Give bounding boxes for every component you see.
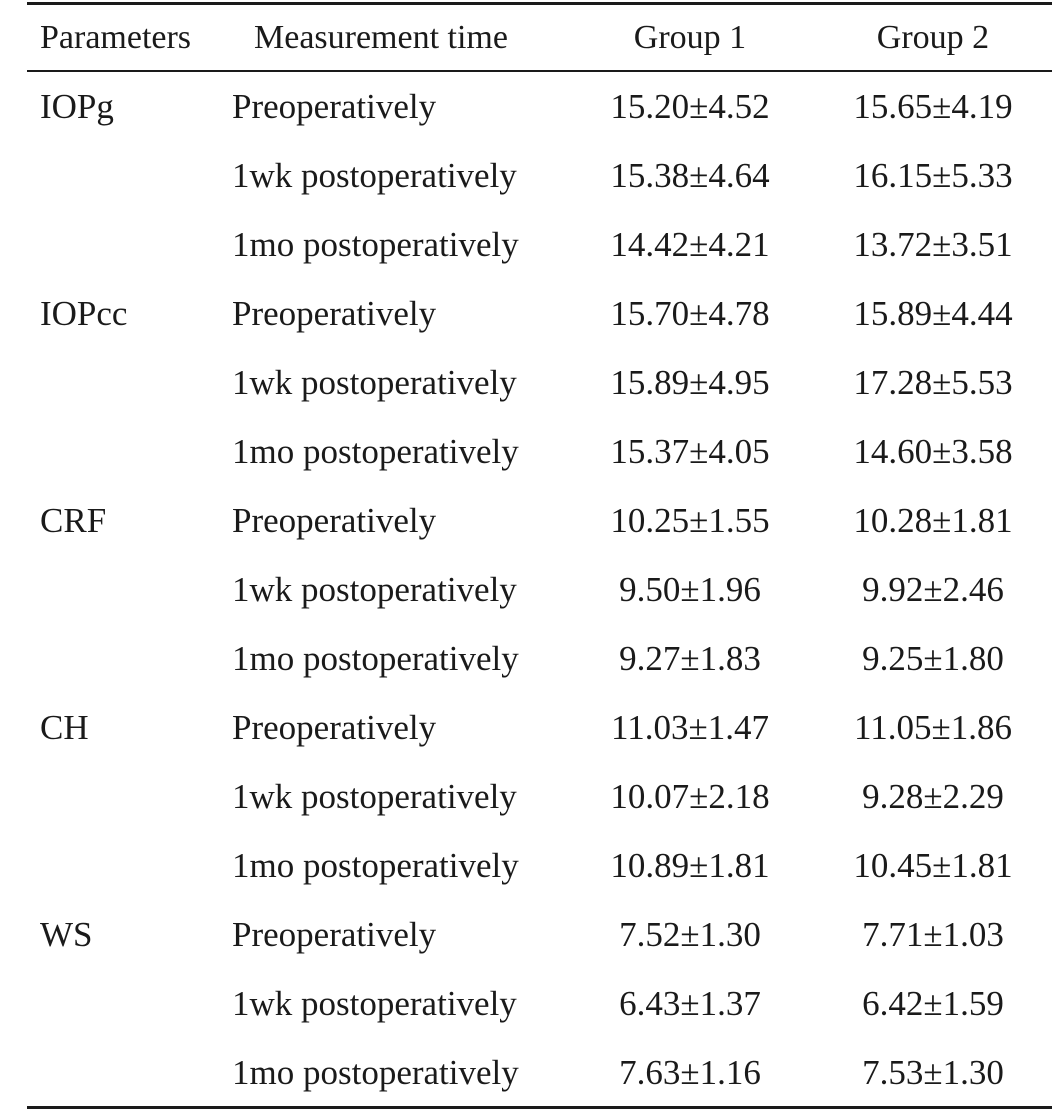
table-row: [0, 969, 1059, 1038]
table-header-row: [0, 3, 1059, 72]
table-row: [0, 831, 1059, 900]
measurement-time-cell: 1mo postoperatively: [232, 225, 519, 264]
measurement-time-cell: 1mo postoperatively: [232, 1053, 519, 1092]
group-1-cell: 10.89±1.81: [610, 846, 770, 885]
table-row: [0, 693, 1059, 762]
group-1-cell: 15.37±4.05: [610, 432, 770, 471]
measurement-time-cell: 1wk postoperatively: [232, 363, 517, 402]
group-1-cell: 15.20±4.52: [610, 87, 770, 126]
table-row: [0, 1038, 1059, 1107]
group-1-cell: 14.42±4.21: [610, 225, 770, 264]
measurement-time-cell: Preoperatively: [232, 501, 437, 540]
group-2-cell: 6.42±1.59: [862, 984, 1004, 1023]
header-group-2: Group 2: [876, 19, 990, 56]
group-2-cell: 7.71±1.03: [862, 915, 1004, 954]
measurement-time-cell: 1mo postoperatively: [232, 846, 519, 885]
measurement-time-cell: Preoperatively: [232, 294, 437, 333]
group-2-cell: 15.89±4.44: [853, 294, 1013, 333]
group-2-cell: 10.28±1.81: [853, 501, 1013, 540]
group-2-cell: 9.25±1.80: [862, 639, 1004, 678]
measurement-time-cell: 1wk postoperatively: [232, 570, 517, 609]
table-row: [0, 141, 1059, 210]
parameter-cell: CRF: [40, 501, 107, 540]
group-1-cell: 6.43±1.37: [619, 984, 761, 1023]
group-1-cell: 15.89±4.95: [610, 363, 770, 402]
group-2-cell: 9.92±2.46: [862, 570, 1004, 609]
group-2-cell: 9.28±2.29: [862, 777, 1004, 816]
group-2-cell: 11.05±1.86: [854, 708, 1012, 747]
parameter-cell: CH: [40, 708, 89, 747]
group-2-cell: 14.60±3.58: [853, 432, 1013, 471]
group-1-cell: 11.03±1.47: [611, 708, 769, 747]
group-1-cell: 9.27±1.83: [619, 639, 761, 678]
table-row: [0, 624, 1059, 693]
group-1-cell: 15.38±4.64: [610, 156, 770, 195]
measurement-time-cell: 1mo postoperatively: [232, 639, 519, 678]
measurement-time-cell: 1mo postoperatively: [232, 432, 519, 471]
measurement-time-cell: 1wk postoperatively: [232, 984, 517, 1023]
group-1-cell: 9.50±1.96: [619, 570, 761, 609]
table-row: [0, 486, 1059, 555]
table-row: [0, 279, 1059, 348]
group-2-cell: 13.72±3.51: [853, 225, 1013, 264]
group-2-cell: 7.53±1.30: [862, 1053, 1004, 1092]
table-row: [0, 210, 1059, 279]
parameter-cell: WS: [40, 915, 93, 954]
bottom-rule: [27, 1106, 1052, 1109]
measurement-time-cell: Preoperatively: [232, 87, 437, 126]
group-2-cell: 17.28±5.53: [853, 363, 1013, 402]
header-parameters: Parameters: [40, 19, 192, 56]
group-1-cell: 15.70±4.78: [610, 294, 770, 333]
table-row: [0, 555, 1059, 624]
measurement-time-cell: 1wk postoperatively: [232, 156, 517, 195]
group-1-cell: 7.52±1.30: [619, 915, 761, 954]
table-row: [0, 72, 1059, 141]
parameter-cell: IOPcc: [40, 294, 128, 333]
group-2-cell: 16.15±5.33: [853, 156, 1013, 195]
group-2-cell: 10.45±1.81: [853, 846, 1013, 885]
measurement-time-cell: 1wk postoperatively: [232, 777, 517, 816]
group-1-cell: 10.25±1.55: [610, 501, 770, 540]
group-1-cell: 10.07±2.18: [610, 777, 770, 816]
table-row: [0, 417, 1059, 486]
table-row: [0, 762, 1059, 831]
measurement-time-cell: Preoperatively: [232, 915, 437, 954]
header-measurement-time: Measurement time: [254, 19, 508, 56]
table-row: [0, 900, 1059, 969]
header-group-1: Group 1: [633, 19, 747, 56]
group-2-cell: 15.65±4.19: [853, 87, 1013, 126]
measurement-time-cell: Preoperatively: [232, 708, 437, 747]
table-row: [0, 348, 1059, 417]
parameter-cell: IOPg: [40, 87, 114, 126]
group-1-cell: 7.63±1.16: [619, 1053, 761, 1092]
